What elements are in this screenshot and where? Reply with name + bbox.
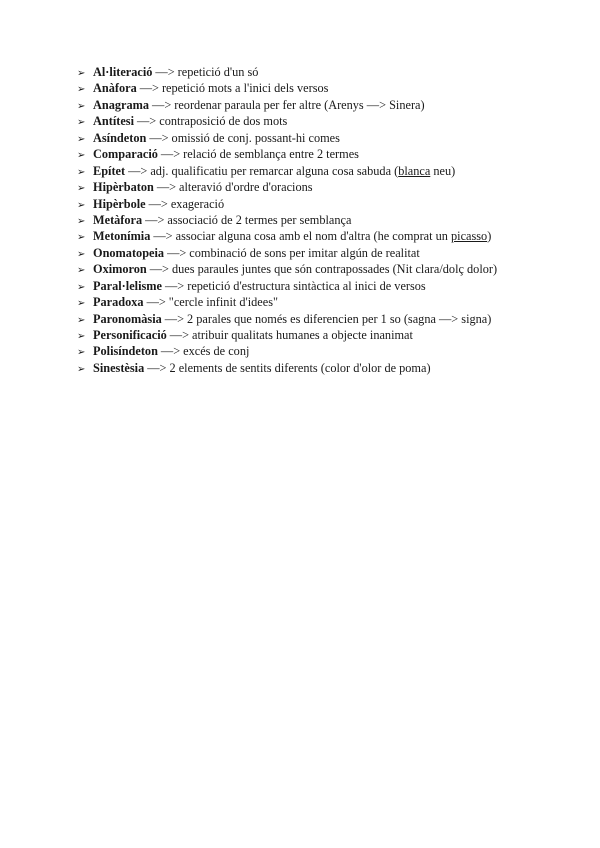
figure-definition [169, 360, 430, 376]
underlined-example: picasso [451, 229, 488, 244]
definition-arrow: —> [164, 311, 185, 326]
list-item [77, 278, 577, 294]
definition-arrow: —> [167, 245, 187, 260]
definition-arrow: —> [153, 229, 173, 244]
figure-term: Oximoron [93, 262, 147, 277]
definition-arrow: —> [155, 65, 175, 79]
definition-text: relació de semblança entre 2 termes [183, 147, 359, 162]
figure-definition [183, 146, 359, 162]
definition-arrow: —> [148, 196, 168, 211]
list-item [77, 97, 577, 113]
figure-definition [187, 311, 491, 327]
figure-term: Paral·lelisme [93, 278, 162, 293]
definition-arrow: —> [149, 262, 169, 277]
list-item [77, 228, 577, 244]
definition-arrow: —> [169, 328, 189, 342]
arrow-bullet-icon: ➢ [77, 166, 86, 178]
definition-text: contraposició de dos mots [159, 114, 288, 129]
figure-definition [176, 228, 492, 244]
figure-term: Personificació [93, 328, 167, 342]
arrow-bullet-icon: ➢ [77, 215, 86, 227]
definition-text: excés de conj [183, 344, 250, 359]
figure-definition [167, 212, 351, 228]
list-item [77, 311, 577, 327]
definition-text: alteravió d'ordre d'oracions [179, 180, 313, 195]
figure-definition [187, 278, 426, 294]
definition-text: atribuir qualitats humanes a objecte inanimat [192, 328, 413, 342]
arrow-bullet-icon: ➢ [77, 314, 86, 326]
arrow-bullet-icon: ➢ [77, 68, 86, 79]
arrow-bullet-icon: ➢ [77, 117, 86, 129]
figure-definition [174, 97, 424, 113]
list-item [77, 130, 577, 146]
definition-text: adj. qualificatiu per remarcar alguna cosa sabuda ( [150, 163, 399, 178]
definition-arrow: —> [160, 344, 181, 359]
figure-definition [183, 343, 249, 359]
figure-definition [162, 80, 328, 96]
list-item [77, 196, 577, 212]
definition-text: associar alguna cosa amb el nom d'altra (he comprat un [175, 229, 451, 244]
arrow-bullet-icon: ➢ [77, 133, 86, 145]
definition-text: 2 parales que només es diferencien per 1 so (sagna —> signa) [187, 311, 492, 326]
definition-text: repetició d'estructura sintàctica al inici de versos [187, 278, 426, 293]
figure-term: Hipèrbaton [93, 180, 154, 195]
arrow-bullet-icon: ➢ [77, 248, 86, 260]
definition-arrow: —> [164, 278, 185, 293]
figure-term: Paradoxa [93, 295, 144, 310]
figure-term: Paronomàsia [93, 311, 162, 326]
figure-term: Asíndeton [93, 130, 147, 145]
figure-definition [179, 179, 313, 195]
list-item [77, 360, 577, 376]
figure-definition [172, 130, 340, 146]
arrow-bullet-icon: ➢ [77, 331, 86, 342]
figure-definition [172, 261, 497, 277]
arrow-bullet-icon: ➢ [77, 100, 86, 112]
arrow-bullet-icon: ➢ [77, 232, 86, 244]
list-item [77, 146, 577, 162]
definition-text: dues paraules juntes que són contrapossades (Nit clara/dolç dolor) [171, 262, 498, 277]
figure-definition [178, 64, 259, 80]
definition-text: omissió de conj. possant-hi comes [171, 130, 340, 145]
definition-arrow: —> [137, 114, 157, 129]
figure-term: Polisíndeton [93, 344, 158, 359]
list-item [77, 163, 577, 179]
figure-definition [192, 327, 413, 343]
definition-arrow: —> [160, 147, 181, 162]
figure-term: Antítesi [93, 114, 134, 129]
arrow-bullet-icon: ➢ [77, 183, 86, 195]
definition-arrow: —> [152, 97, 172, 112]
list-item [77, 343, 577, 359]
arrow-bullet-icon: ➢ [77, 347, 86, 359]
definition-text: "cercle infinit d'idees" [168, 295, 279, 310]
definition-arrow: —> [156, 180, 177, 195]
definition-text: reordenar paraula per fer altre (Arenys —> Sinera) [174, 97, 425, 112]
definition-arrow: —> [128, 163, 148, 178]
figure-definition [150, 163, 455, 179]
arrow-bullet-icon: ➢ [77, 199, 86, 211]
arrow-bullet-icon: ➢ [77, 363, 86, 375]
arrow-bullet-icon: ➢ [77, 265, 86, 277]
definition-text: exageració [170, 196, 225, 211]
definition-text: repetició mots a l'inici dels versos [161, 81, 329, 96]
definition-text: combinació de sons per imitar algún de realitat [189, 245, 420, 260]
underlined-example: blanca [398, 163, 431, 178]
definition-text: repetició d'un só [177, 65, 259, 79]
figure-term: Al·literació [93, 65, 153, 79]
figure-term: Anagrama [93, 97, 150, 112]
list-item [77, 113, 577, 129]
arrow-bullet-icon: ➢ [77, 84, 86, 96]
figure-term: Onomatopeia [93, 245, 165, 260]
definition-text: neu) [430, 163, 456, 178]
definition-arrow: —> [149, 130, 169, 145]
arrow-bullet-icon: ➢ [77, 150, 86, 162]
definition-text: associació de 2 termes per semblança [167, 212, 352, 227]
definition-text: ) [487, 229, 492, 244]
list-item [77, 327, 577, 343]
definition-arrow: —> [139, 81, 159, 96]
figure-definition [159, 113, 287, 129]
figure-definition [171, 196, 224, 212]
figure-definition [189, 245, 420, 261]
figure-term: Hipèrbole [93, 196, 146, 211]
figure-term: Sinestèsia [93, 360, 145, 375]
figure-term: Metonímia [93, 229, 151, 244]
figure-term: Anàfora [93, 81, 137, 96]
figure-term: Metàfora [93, 212, 143, 227]
list-item [77, 80, 577, 96]
arrow-bullet-icon: ➢ [77, 281, 86, 293]
list-item [77, 64, 577, 80]
figure-definition [169, 294, 278, 310]
list-item [77, 294, 577, 310]
definition-text: 2 elements de sentits diferents (color d'olor de poma) [169, 360, 431, 375]
figure-term: Comparació [93, 147, 158, 162]
list-item [77, 245, 577, 261]
arrow-bullet-icon: ➢ [77, 298, 86, 310]
figure-term: Epítet [93, 163, 126, 178]
rhetorical-figures-list [77, 64, 577, 376]
list-item [77, 212, 577, 228]
definition-arrow: —> [147, 360, 167, 375]
list-item [77, 261, 577, 277]
definition-arrow: —> [145, 212, 165, 227]
definition-arrow: —> [146, 295, 166, 310]
list-item [77, 179, 577, 195]
